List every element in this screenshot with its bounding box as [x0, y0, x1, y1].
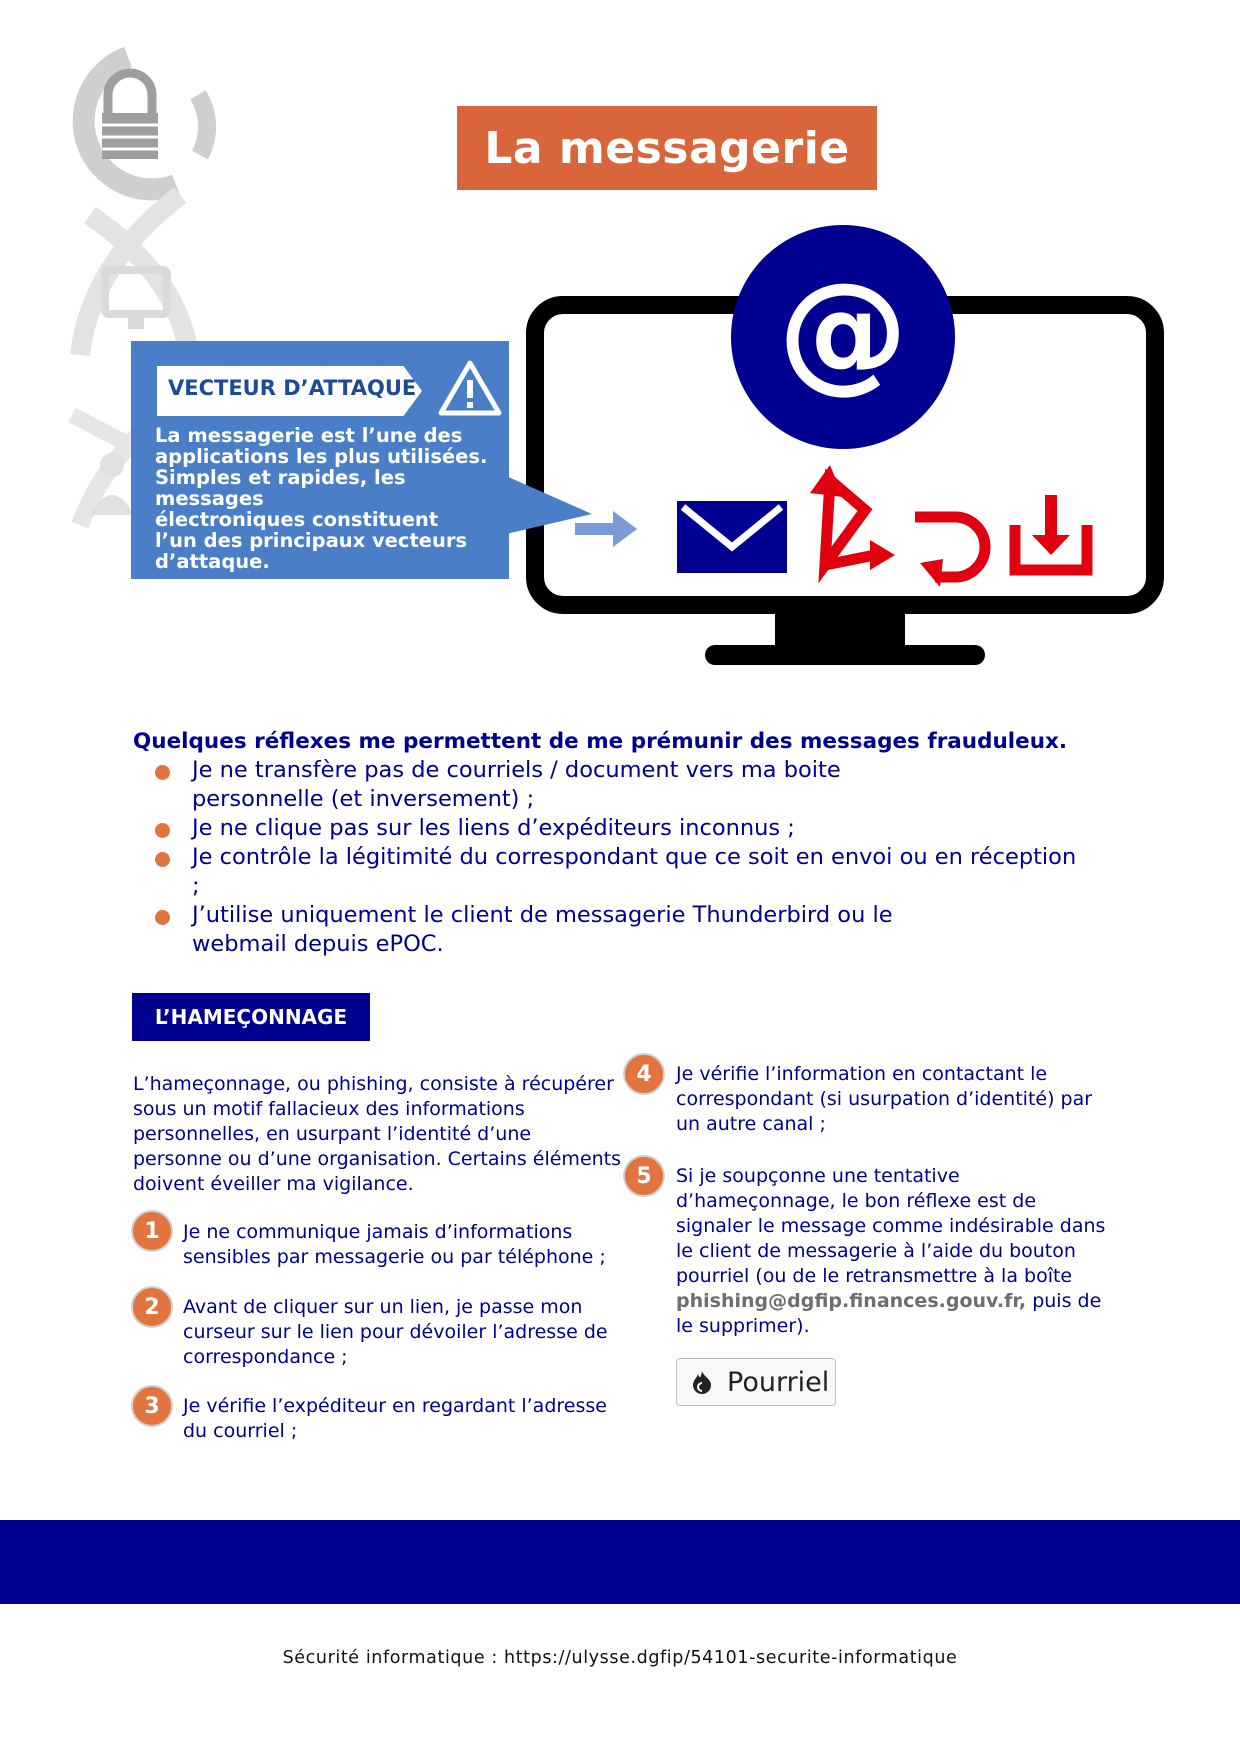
step-number: 5	[623, 1155, 665, 1197]
attack-vector-text: La messagerie est l’une des applications les plus utilisées. Simples et rapides, les messages électroniques constituent l’un des principaux vecteurs d’attaque.	[155, 424, 488, 573]
step-number: 2	[131, 1286, 173, 1328]
phishing-section-title: L’HAMEÇONNAGE	[154, 1005, 348, 1029]
phishing-section-badge	[132, 993, 370, 1041]
envelope-icon	[677, 501, 787, 573]
svg-text:@: @	[778, 254, 908, 406]
reflexes-list	[150, 756, 1090, 959]
step-text: Je vérifie l’information en contactant le correspondant (si usurpation d’identité) par un autre canal ;	[676, 1063, 1093, 1135]
attack-vector-label: VECTEUR D’ATTAQUE	[168, 376, 417, 400]
step-number: 1	[131, 1210, 173, 1252]
pourriel-button-label: Pourriel	[727, 1366, 830, 1398]
phishing-intro: L’hameçonnage, ou phishing, consiste à récupérer sous un motif fallacieux des informations personnelles, en usurpant l’identité d’une personne ou d’une organisation. Certains éléments doivent éveiller ma vigilance.	[133, 1073, 622, 1195]
at-sign-icon	[731, 225, 955, 449]
list-item: Je contrôle la légitimité du correspondant que ce soit en envoi ou en réception ;	[150, 843, 1090, 901]
step-number: 4	[623, 1053, 665, 1095]
list-item: Je ne clique pas sur les liens d’expéditeurs inconnus ;	[150, 814, 1090, 843]
pourriel-button[interactable]	[676, 1358, 836, 1406]
monitor-illustration	[525, 225, 1165, 675]
page-title: La messagerie	[484, 122, 850, 174]
list-item: Je ne transfère pas de courriels / document vers ma boite personnelle (et inversement) ;	[150, 756, 952, 814]
lock-icon	[102, 73, 158, 159]
spam-flame-icon	[689, 1369, 715, 1395]
footer-band	[0, 1520, 1240, 1604]
step-text: Je ne communique jamais d’informations sensibles par messagerie ou par téléphone ;	[183, 1221, 606, 1268]
step-number: 3	[131, 1385, 173, 1427]
reflexes-title: Quelques réflexes me permettent de me prémunir des messages frauduleux.	[133, 729, 1068, 754]
step-text: Si je soupçonne une tentative d’hameçonnage, le bon réflexe est de signaler le message comme indésirable dans le client de messagerie à l’aide du bouton pourriel (ou de le retransmettre à la boîte phishing@dgfip.finances.gouv.fr, puis de le supprimer).	[676, 1165, 1106, 1337]
speech-pointer	[506, 476, 592, 536]
list-item: J’utilise uniquement le client de messagerie Thunderbird ou le webmail depuis ePOC.	[150, 901, 952, 959]
step-text: Avant de cliquer sur un lien, je passe mon curseur sur le lien pour dévoiler l’adresse de correspondance ;	[183, 1296, 608, 1368]
footer-text: Sécurité informatique : https://ulysse.dgfip/54101-securite-informatique	[282, 1648, 958, 1668]
phishing-email: phishing@dgfip.finances.gouv.fr,	[676, 1290, 1027, 1312]
warning-icon	[438, 360, 502, 416]
step-text: Je vérifie l’expéditeur en regardant l’adresse du courriel ;	[183, 1395, 607, 1442]
page-title-banner	[457, 106, 877, 190]
